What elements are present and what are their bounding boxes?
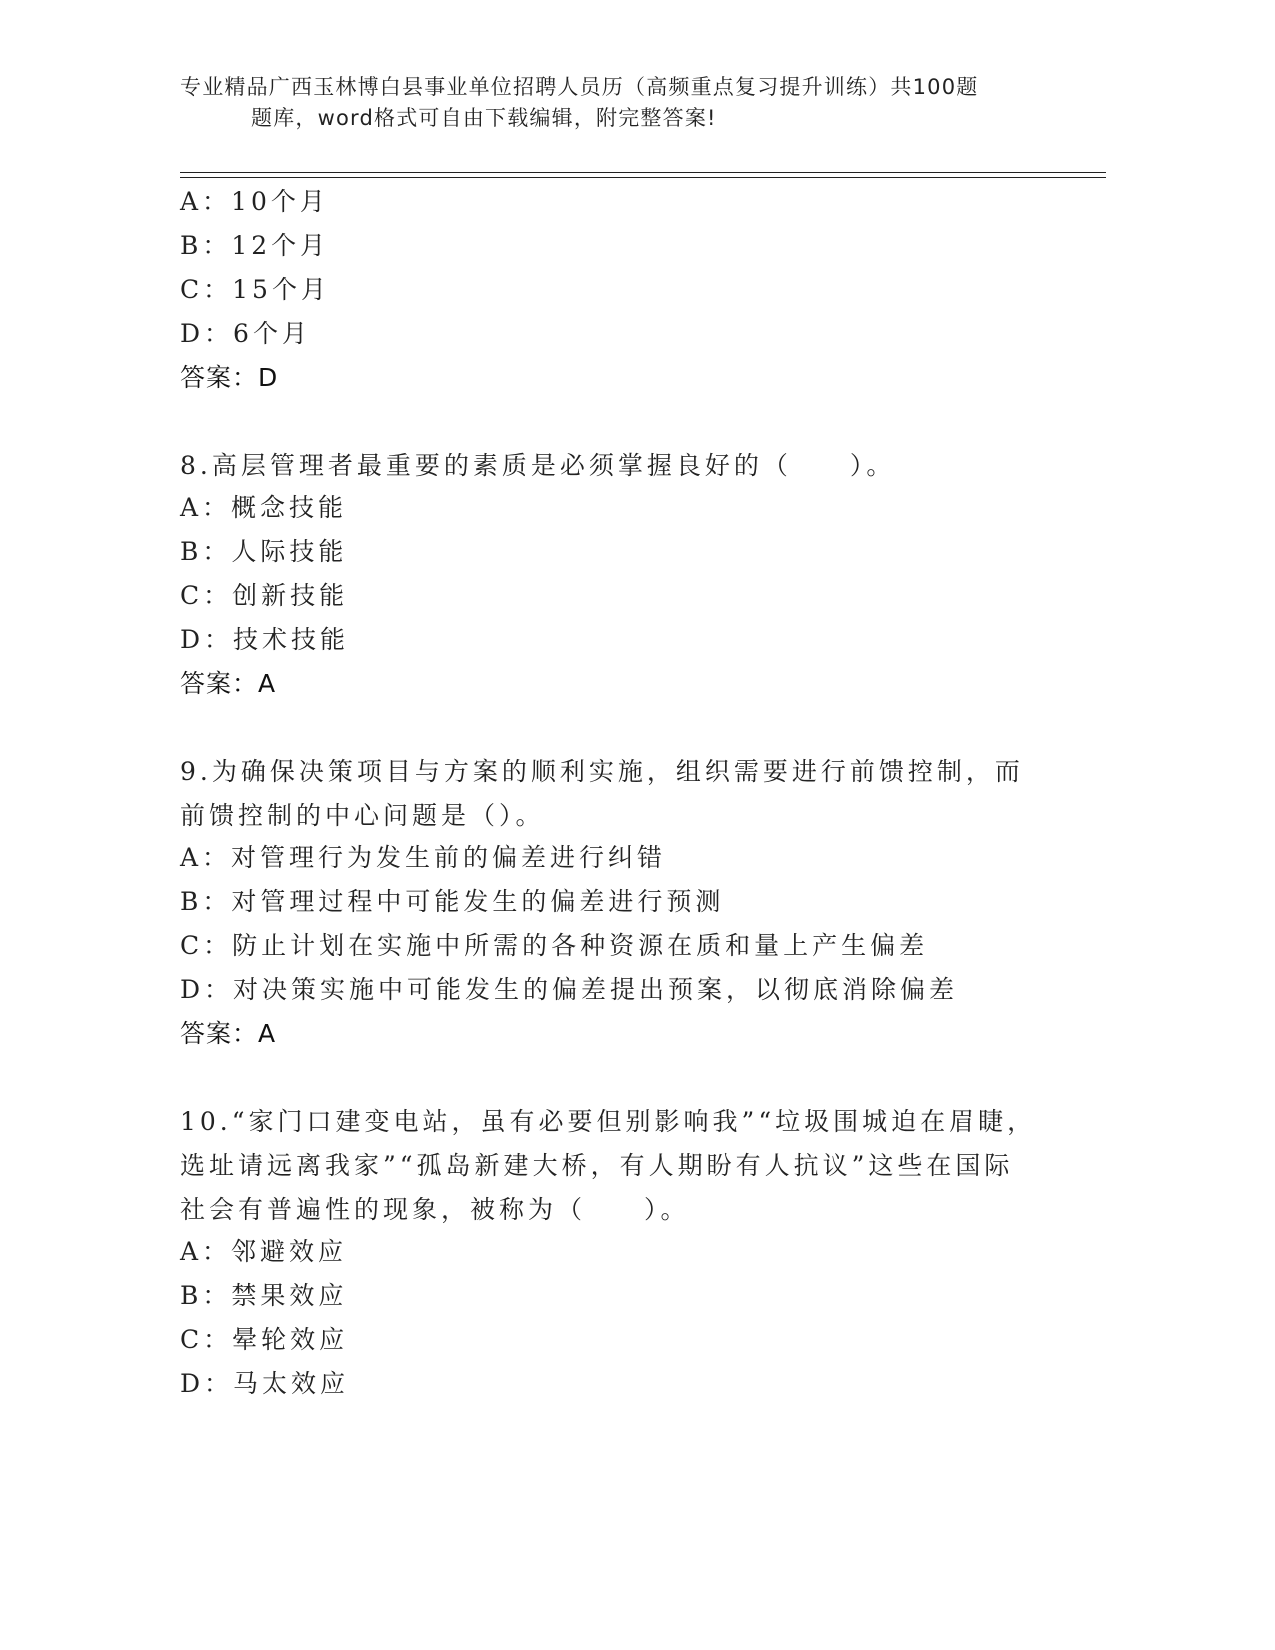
answer-label: 答案：A [180,1019,277,1048]
spacer [180,1058,1040,1100]
spacer [180,708,1040,750]
document-header [180,72,1080,134]
question-text: 10.“家门口建变电站，虽有必要但别影响我”“垃圾围城迫在眉睫，选址请远离我家”“孤岛新建大桥，有人期盼有人抗议”这些在国际社会有普遍性的现象，被称为（ ）。 [180,1107,1037,1224]
option-a: A：10个月 [180,187,329,216]
option-b: B：禁果效应 [180,1281,348,1310]
option-d: D：6个月 [180,319,311,348]
header-rule-top [180,172,1106,173]
option-c: C：晕轮效应 [180,1325,349,1354]
question-text: 9.为确保决策项目与方案的顺利实施，组织需要进行前馈控制，而前馈控制的中心问题是（）。 [180,757,1024,830]
option-b: B：12个月 [180,231,330,260]
option-d: D：技术技能 [180,625,350,654]
spacer [180,402,1040,444]
question-9-block [180,750,1040,1058]
option-d: D：对决策实施中可能发生的偏差提出预案，以彻底消除偏差 [180,975,959,1004]
option-a: A：对管理行为发生前的偏差进行纠错 [180,843,667,872]
answer-label: 答案：D [180,363,279,392]
header-title-line1: 专业精品广西玉林博白县事业单位招聘人员历（高频重点复习提升训练）共100题 [180,75,979,99]
question-content [180,182,1040,1408]
option-c: C：15个月 [180,275,330,304]
option-c: C：防止计划在实施中所需的各种资源在质和量上产生偏差 [180,931,929,960]
answer-label: 答案：A [180,669,277,698]
option-b: B：对管理过程中可能发生的偏差进行预测 [180,887,725,916]
option-d: D：马太效应 [180,1369,350,1398]
question-8-block [180,444,1040,708]
question-10-block [180,1100,1040,1408]
option-a: A：概念技能 [180,493,348,522]
option-a: A：邻避效应 [180,1237,348,1266]
question-text: 8.高层管理者最重要的素质是必须掌握良好的（ ）。 [180,451,896,480]
header-title-line2: 题库，word格式可自由下载编辑，附完整答案! [251,106,717,130]
question-7-block [180,182,1040,402]
option-c: C：创新技能 [180,581,349,610]
header-rule-bottom [180,177,1106,178]
option-b: B：人际技能 [180,537,348,566]
